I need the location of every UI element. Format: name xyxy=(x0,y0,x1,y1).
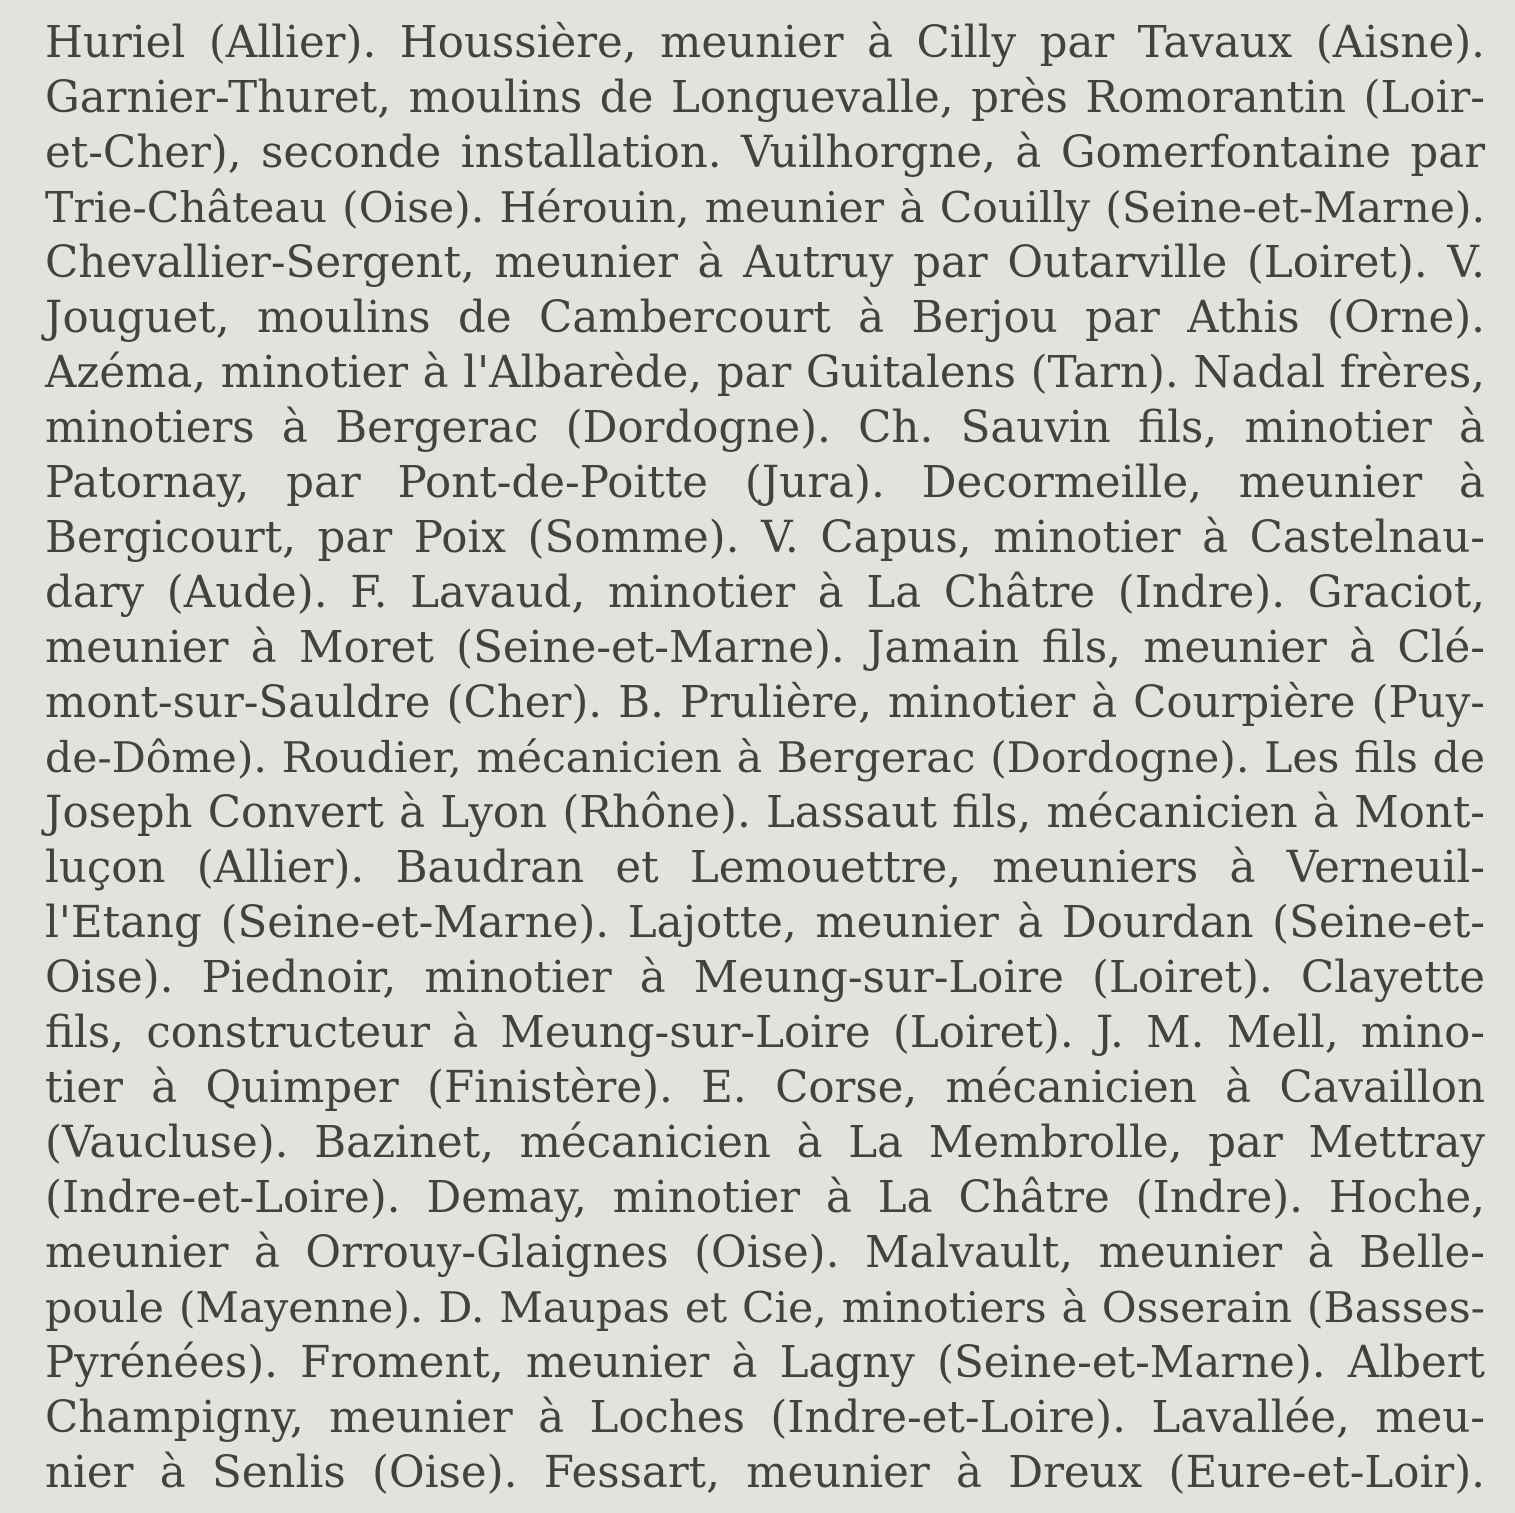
text-line: et-Cher), seconde installation. Vuilhorgne, à Gomerfontaine par xyxy=(45,128,1485,178)
text-line: Trie-Château (Oise). Hérouin, meunier à Couilly (Seine-et-Marne). xyxy=(45,184,1485,233)
text-line: dary (Aude). F. Lavaud, minotier à La Châtre (Indre). Graciot, xyxy=(45,568,1485,618)
text-line: Oise). Piednoir, minotier à Meung-sur-Loire (Loiret). Clayette xyxy=(45,953,1485,1003)
text-line: poule (Mayenne). D. Maupas et Cie, minotiers à Osserain (Basses- xyxy=(45,1284,1485,1333)
text-line: l'Etang (Seine-et-Marne). Lajotte, meunier à Dourdan (Seine-et- xyxy=(45,898,1485,948)
text-line: tier à Quimper (Finistère). E. Corse, mécanicien à Cavaillon xyxy=(45,1063,1485,1113)
text-line: Patornay, par Pont-de-Poitte (Jura). Decormeille, meunier à xyxy=(45,458,1485,508)
text-line: nier à Senlis (Oise). Fessart, meunier à Dreux (Eure-et-Loir). xyxy=(45,1448,1485,1498)
text-line: Joseph Convert à Lyon (Rhône). Lassaut fils, mécanicien à Mont- xyxy=(45,788,1485,838)
text-line: Chevallier-Sergent, meunier à Autruy par Outarville (Loiret). V. xyxy=(45,238,1485,288)
text-line: Pyrénées). Froment, meunier à Lagny (Seine-et-Marne). Albert xyxy=(45,1338,1485,1388)
text-line: minotiers à Bergerac (Dordogne). Ch. Sauvin fils, minotier à xyxy=(45,403,1485,453)
text-line: Azéma, minotier à l'Albarède, par Guitalens (Tarn). Nadal frères, xyxy=(45,348,1485,398)
text-line: (Vaucluse). Bazinet, mécanicien à La Membrolle, par Mettray xyxy=(45,1118,1485,1168)
text-line: luçon (Allier). Baudran et Lemouettre, meuniers à Verneuil- xyxy=(45,843,1485,893)
text-line: Huriel (Allier). Houssière, meunier à Cilly par Tavaux (Aisne). xyxy=(45,18,1485,68)
text-line: meunier à Moret (Seine-et-Marne). Jamain fils, meunier à Clé- xyxy=(45,623,1485,673)
text-line: mont-sur-Sauldre (Cher). B. Prulière, minotier à Courpière (Puy- xyxy=(45,678,1485,728)
text-line: (Indre-et-Loire). Demay, minotier à La Châtre (Indre). Hoche, xyxy=(45,1173,1485,1223)
text-line: fils, constructeur à Meung-sur-Loire (Loiret). J. M. Mell, mino- xyxy=(45,1008,1485,1058)
text-line: Jouguet, moulins de Cambercourt à Berjou par Athis (Orne). xyxy=(45,293,1485,343)
text-line: Champigny, meunier à Loches (Indre-et-Loire). Lavallée, meu- xyxy=(45,1393,1485,1443)
text-line: meunier à Orrouy-Glaignes (Oise). Malvault, meunier à Belle- xyxy=(45,1228,1485,1278)
text-line: Bergicourt, par Poix (Somme). V. Capus, minotier à Castelnau- xyxy=(45,513,1485,563)
text-line: Garnier-Thuret, moulins de Longuevalle, près Romorantin (Loir- xyxy=(45,73,1485,123)
text-line: de-Dôme). Roudier, mécanicien à Bergerac (Dordogne). Les fils de xyxy=(45,734,1485,783)
